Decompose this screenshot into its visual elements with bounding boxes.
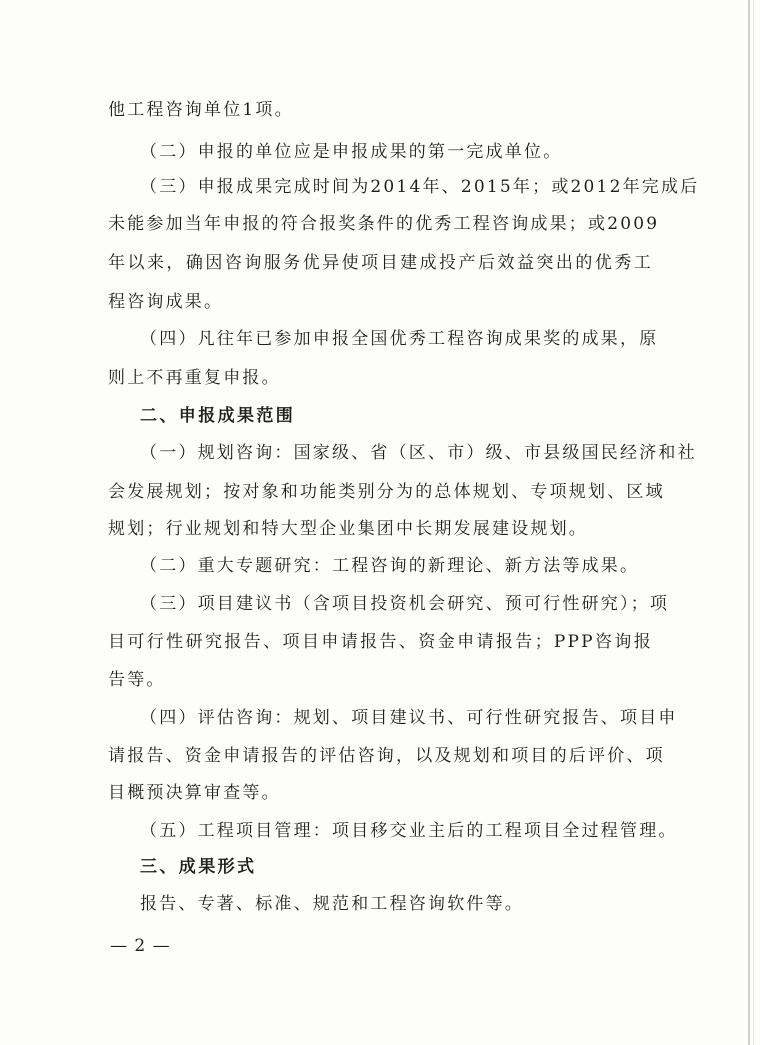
page-number: — 2 —	[110, 936, 171, 956]
text-line: （二）申报的单位应是申报成果的第一完成单位。	[140, 142, 563, 162]
text-line: （五）工程项目管理：项目移交业主后的工程项目全过程管理。	[140, 821, 678, 841]
section-heading: 三、成果形式	[140, 857, 257, 877]
text-line: 报告、专著、标准、规范和工程咨询软件等。	[140, 894, 524, 914]
text-line: （三）项目建议书（含项目投资机会研究、预可行性研究）；项	[140, 594, 670, 614]
text-line: 未能参加当年申报的符合报奖条件的优秀工程咨询成果；或2009	[108, 214, 660, 234]
text-line: （三）申报成果完成时间为2014年、2015年；或2012年完成后	[140, 177, 700, 197]
text-line: 目概预决算审查等。	[108, 783, 281, 803]
page-edge-shadow	[748, 0, 750, 1045]
page-edge-shadow-outer	[753, 0, 754, 1045]
text-line: 程咨询成果。	[108, 292, 224, 312]
text-line: （四）凡往年已参加申报全国优秀工程咨询成果奖的成果，原	[140, 329, 659, 349]
text-line: 会发展规划；按对象和功能类别分为的总体规划、专项规划、区域	[108, 482, 665, 502]
text-line: （二）重大专题研究：工程咨询的新理论、新方法等成果。	[140, 556, 640, 576]
text-line: （四）评估咨询：规划、项目建议书、可行性研究报告、项目申	[140, 708, 678, 728]
text-line: 年以来，确因咨询服务优异使项目建成投产后效益突出的优秀工	[108, 253, 653, 273]
text-line: 则上不再重复申报。	[108, 368, 281, 388]
section-heading: 二、申报成果范围	[140, 406, 296, 426]
text-line: 目可行性研究报告、项目申请报告、资金申请报告；PPP咨询报	[108, 632, 653, 652]
text-line: 他工程咨询单位1项。	[108, 100, 294, 120]
text-line: （一）规划咨询：国家级、省（区、市）级、市县级国民经济和社	[140, 443, 697, 463]
text-line: 告等。	[108, 670, 166, 690]
text-line: 规划；行业规划和特大型企业集团中长期发展建设规划。	[108, 519, 588, 539]
text-line: 请报告、资金申请报告的评估咨询，以及规划和项目的后评价、项	[108, 746, 665, 766]
